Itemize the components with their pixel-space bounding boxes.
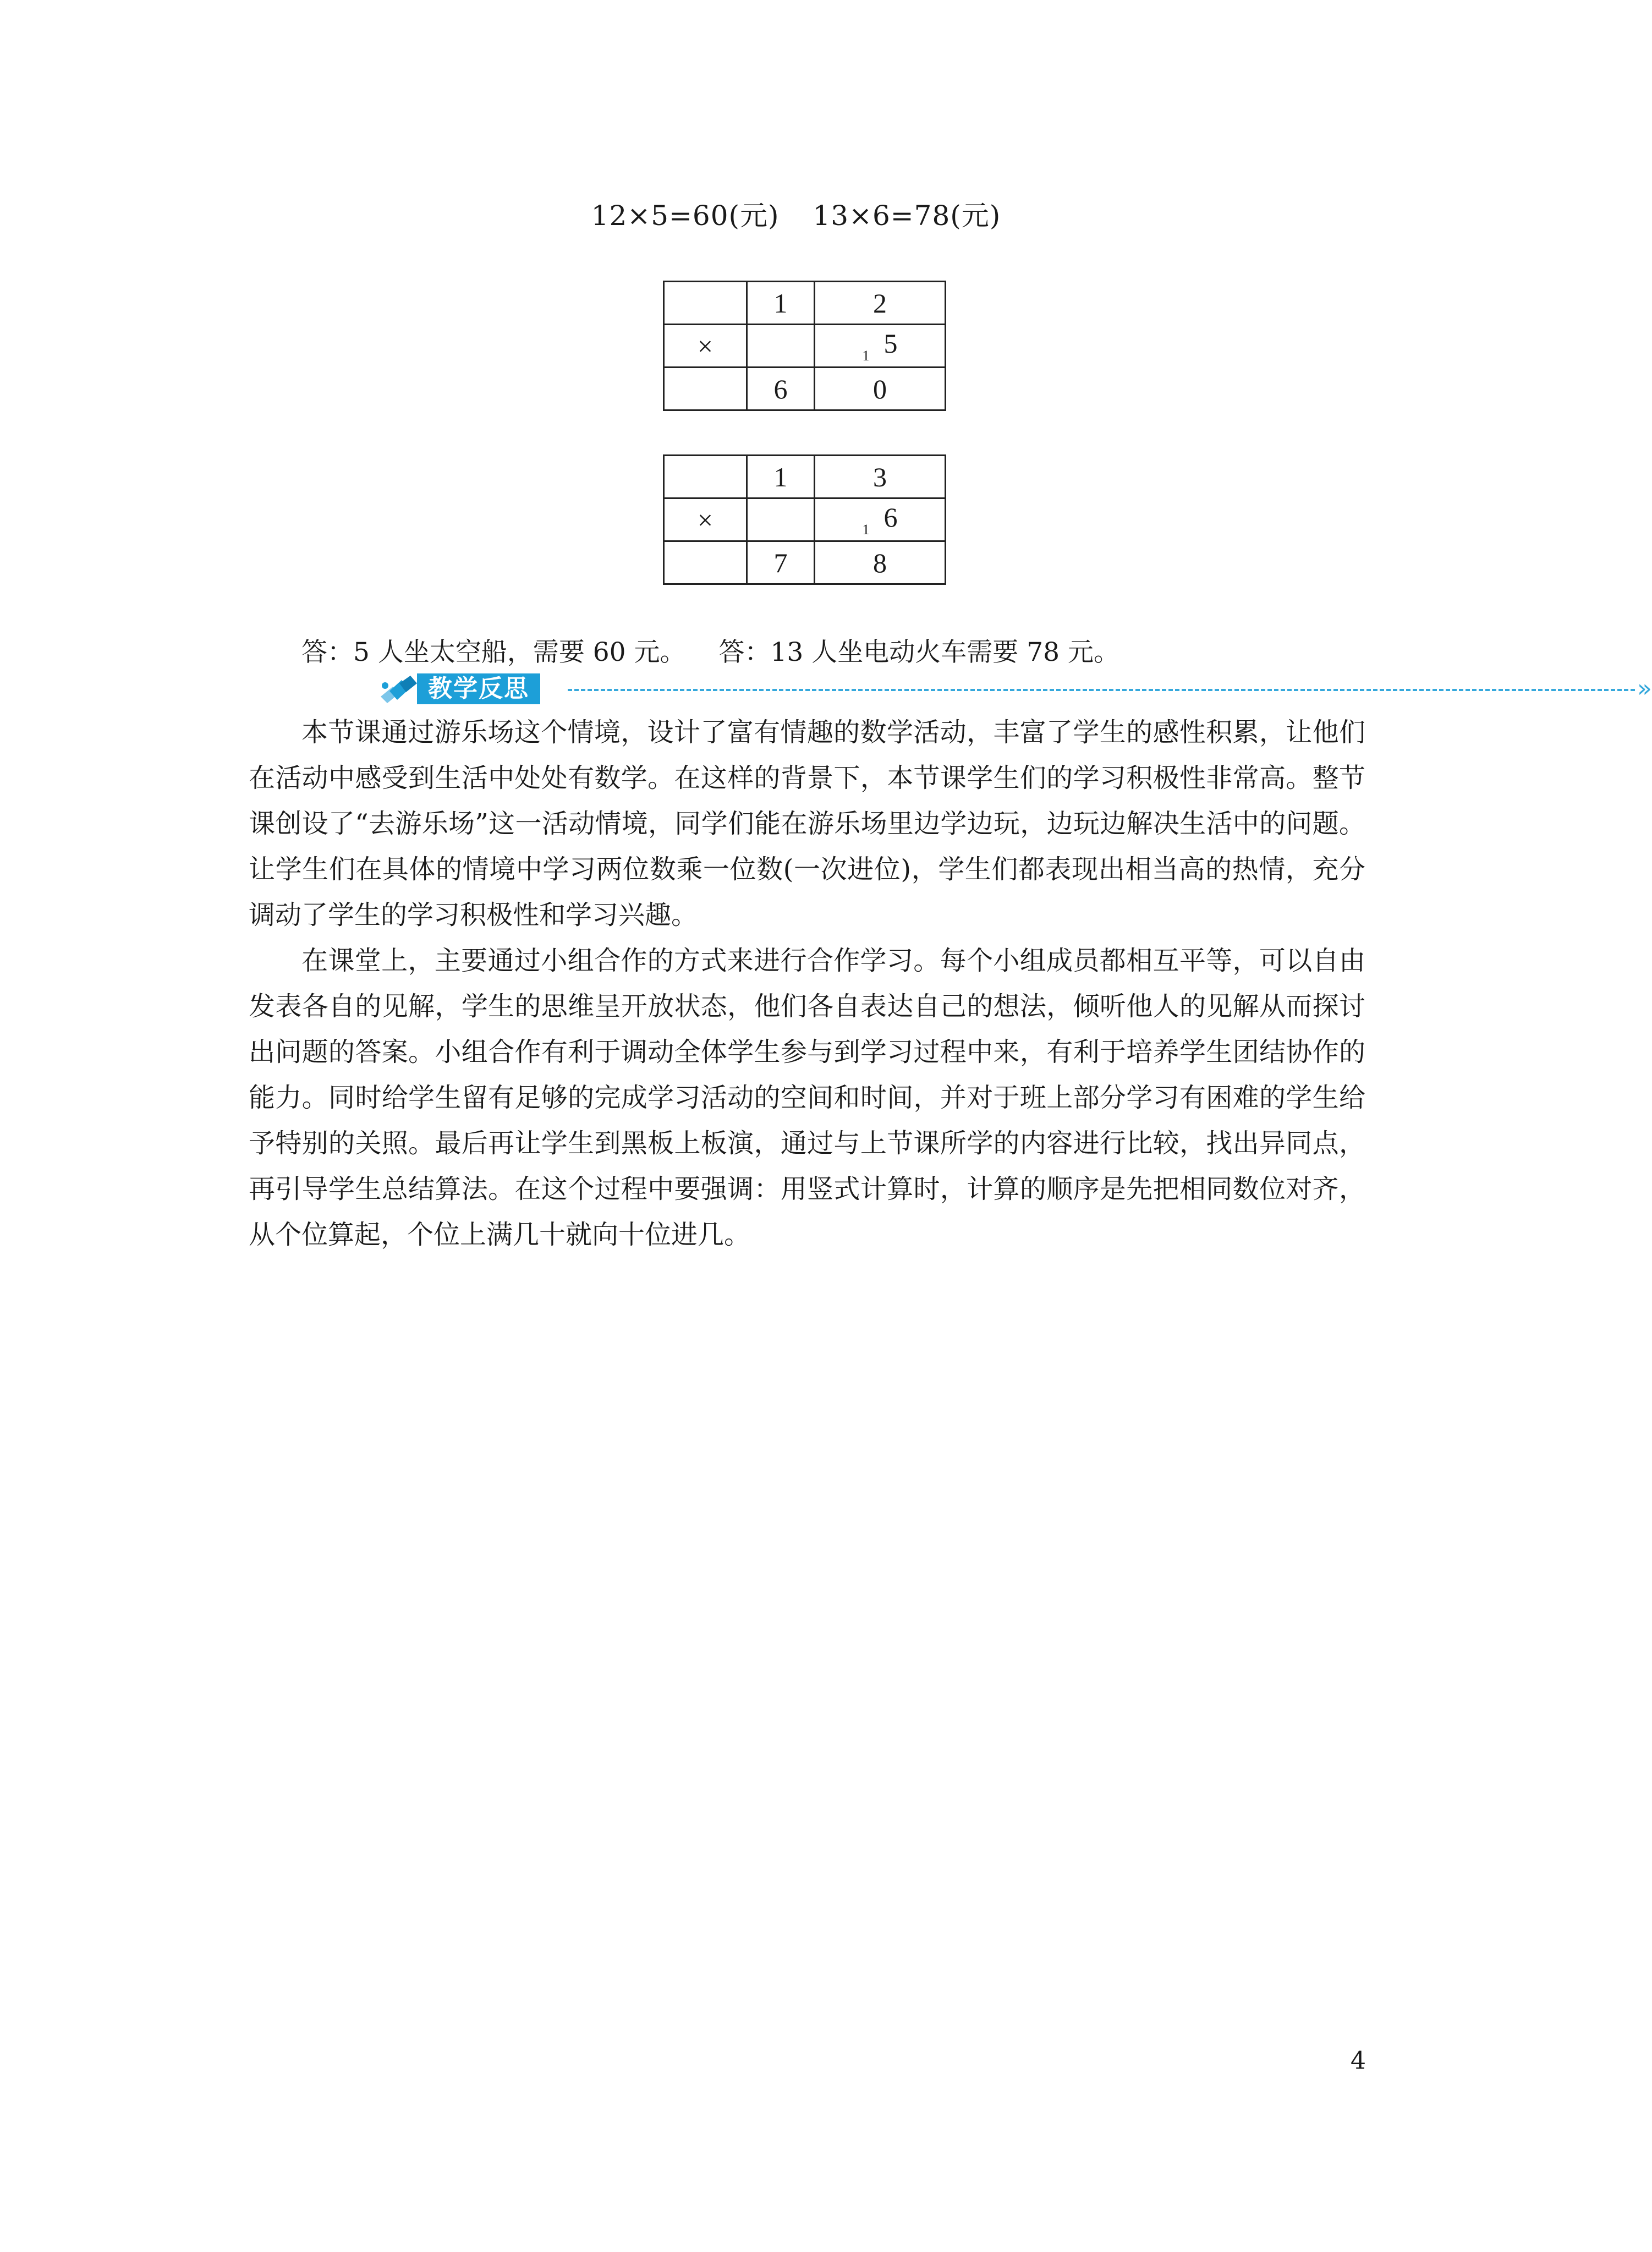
table-row (664, 541, 946, 584)
table-cell: 0 (815, 368, 946, 410)
table-cell: 7 (747, 541, 815, 584)
reflection-text (249, 710, 1365, 1258)
carry-digit: 1 (862, 348, 870, 364)
multiplier-digit: 6 (883, 502, 898, 533)
vertical-multiplication-table-1 (663, 281, 946, 411)
table-row (664, 368, 946, 410)
table-cell (664, 541, 747, 584)
table-cell (664, 456, 747, 498)
book-logo-icon (377, 675, 419, 705)
double-chevron-right-icon: » (1637, 675, 1652, 703)
equation-2: 13×6=78(元) (813, 200, 1001, 232)
section-header (377, 672, 1652, 705)
paragraph-1: 本节课通过游乐场这个情境，设计了富有情趣的数学活动，丰富了学生的感性积累，让他们在活动中感受到生活中处处有数学。在这样的背景下，本节课学生们的学习积极性非常高。整节课创设了“去游乐场”这一活动情境，同学们能在游乐场里边学边玩，边玩边解决生活中的问题。让学生们在具体的情境中学习两位数乘一位数(一次进位)，学生们都表现出相当高的热情，充分调动了学生的学习积极性和学习兴趣。 (249, 717, 1365, 930)
multiply-sign: × (664, 325, 747, 368)
table-cell: 8 (815, 541, 946, 584)
multiply-sign: × (664, 498, 747, 541)
table-cell: 2 (815, 282, 946, 325)
table-cell (664, 368, 747, 410)
table-cell: 1 (747, 282, 815, 325)
table-cell (747, 498, 815, 541)
answers-line (301, 632, 1119, 669)
answer-2: 答：13 人坐电动火车需要 78 元。 (718, 637, 1119, 667)
answer-1: 答：5 人坐太空船，需要 60 元。 (301, 637, 686, 667)
table-row (664, 498, 946, 541)
table-cell (664, 282, 747, 325)
equations-line (0, 194, 1592, 233)
table-row (664, 282, 946, 325)
vertical-multiplication-table-2 (663, 454, 946, 585)
table-cell: 6 (747, 368, 815, 410)
table-row (664, 325, 946, 368)
table-cell: 1 (747, 456, 815, 498)
section-title: 教学反思 (417, 673, 540, 704)
table-cell (815, 498, 946, 541)
table-cell (747, 325, 815, 368)
equation-1: 12×5=60(元) (591, 200, 780, 232)
table-row (664, 456, 946, 498)
section-divider (568, 689, 1635, 691)
carry-digit: 1 (862, 522, 870, 538)
page-number: 4 (1351, 2047, 1366, 2075)
paragraph-2: 在课堂上，主要通过小组合作的方式来进行合作学习。每个小组成员都相互平等，可以自由发表各自的见解，学生的思维呈开放状态，他们各自表达自己的想法，倾听他人的见解从而探讨出问题的答案。小组合作有利于调动全体学生参与到学习过程中来，有利于培养学生团结协作的能力。同时给学生留有足够的完成学习活动的空间和时间，并对于班上部分学习有困难的学生给予特别的关照。最后再让学生到黑板上板演，通过与上节课所学的内容进行比较，找出异同点，再引导学生总结算法。在这个过程中要强调：用竖式计算时，计算的顺序是先把相同数位对齐，从个位算起，个位上满几十就向十位进几。 (249, 945, 1365, 1250)
multiplier-digit: 5 (883, 328, 898, 359)
table-cell (815, 325, 946, 368)
table-cell: 3 (815, 456, 946, 498)
